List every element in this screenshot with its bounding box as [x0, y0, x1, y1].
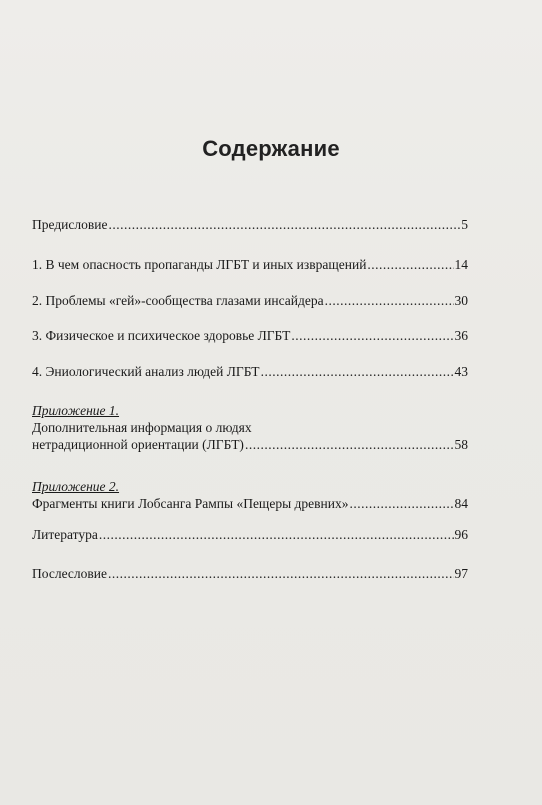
- toc-page-number: 97: [454, 566, 468, 581]
- toc-page-number: 96: [454, 527, 468, 542]
- toc-entry-text: Фрагменты книги Лобсанга Рампы «Пещеры древних»: [32, 496, 349, 511]
- toc-page-number: 84: [454, 496, 468, 511]
- toc-entry-text: Предисловие: [32, 217, 108, 232]
- toc-entry-chapter-4: [32, 363, 468, 380]
- toc-page-number: 30: [454, 293, 468, 308]
- page-title: Содержание: [202, 136, 340, 161]
- leader-dots: [245, 436, 454, 453]
- toc-entry-chapter-2: [32, 292, 468, 309]
- toc-page-number: 43: [454, 364, 468, 379]
- leader-dots: [325, 292, 454, 309]
- toc-page-number: 58: [454, 437, 468, 452]
- toc-page-number: 5: [461, 217, 468, 232]
- toc-entry-afterword: [32, 565, 468, 582]
- toc-entry-preface: [32, 216, 468, 233]
- leader-dots: [108, 216, 460, 233]
- toc-page-number: 36: [454, 328, 468, 343]
- leader-dots: [367, 256, 453, 273]
- toc-entry-literature: [32, 526, 468, 543]
- leader-dots: [99, 526, 454, 543]
- toc-entry-appendix-2: [32, 478, 468, 512]
- toc-entry-text: 3. Физическое и психическое здоровье ЛГБТ: [32, 328, 291, 343]
- toc-entry-text: нетрадиционной ориентации (ЛГБТ): [32, 437, 244, 452]
- toc-entry-text-line: Дополнительная информация о людях: [32, 420, 252, 435]
- toc-entry-appendix-1: [32, 402, 468, 453]
- toc-entry-text: 2. Проблемы «гей»-сообщества глазами инсайдера: [32, 293, 324, 308]
- toc-entry-chapter-3: [32, 327, 468, 344]
- appendix-label: Приложение 1.: [32, 403, 120, 418]
- toc-entry-text: 4. Эниологический анализ людей ЛГБТ: [32, 364, 260, 379]
- leader-dots: [291, 327, 453, 344]
- toc-entry-text: 1. В чем опасность пропаганды ЛГБТ и иных извращений: [32, 257, 367, 272]
- toc-entry-chapter-1: [32, 256, 468, 273]
- leader-dots: [261, 363, 454, 380]
- appendix-label: Приложение 2.: [32, 479, 120, 494]
- toc-entry-text: Послесловие: [32, 566, 107, 581]
- leader-dots: [108, 565, 454, 582]
- leader-dots: [349, 495, 453, 512]
- toc-entry-text: Литература: [32, 527, 98, 542]
- toc-page-number: 14: [454, 257, 468, 272]
